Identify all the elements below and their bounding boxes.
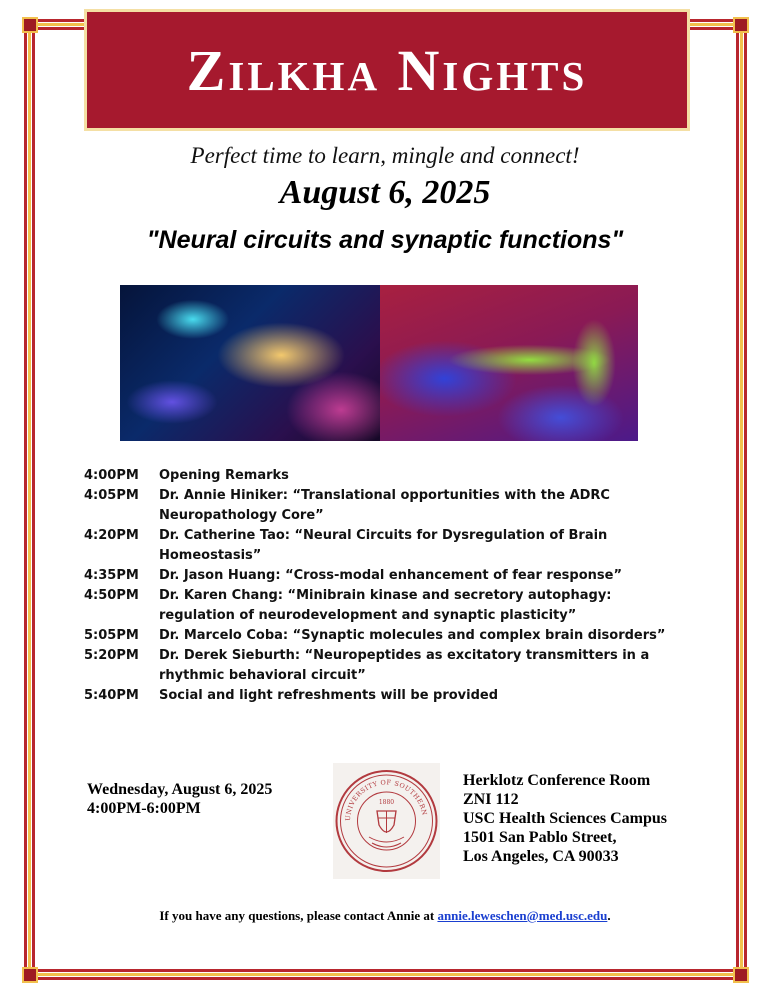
schedule-item: Dr. Annie Hiniker: “Translational opportunities with the ADRC Neuropathology Core” — [159, 488, 610, 523]
schedule-row — [84, 526, 684, 566]
schedule-item: Dr. Marcelo Coba: “Synaptic molecules and complex brain disorders” — [159, 628, 666, 643]
schedule-time: 5:20PM — [84, 648, 139, 663]
schedule-time: 4:35PM — [84, 568, 139, 583]
title-banner — [84, 9, 690, 131]
schedule-time: 4:50PM — [84, 588, 139, 603]
fluorescence-microscopy-image — [380, 285, 638, 441]
page-title: Zilkha Nights — [186, 37, 588, 103]
seal-year: 1880 — [378, 799, 395, 806]
contact-email-link[interactable]: annie.leweschen@med.usc.edu — [437, 908, 608, 923]
schedule-row — [84, 466, 684, 486]
frame-right-inner — [736, 28, 739, 970]
schedule-time: 4:05PM — [84, 488, 139, 503]
frame-corner-top-left — [22, 17, 38, 33]
event-hours: 4:00PM-6:00PM — [87, 800, 201, 817]
frame-right-outer — [744, 28, 747, 970]
seal-icon — [333, 763, 440, 879]
event-theme-title: "Neural circuits and synaptic functions" — [146, 226, 624, 254]
schedule-item: Social and light refreshments will be provided — [159, 688, 499, 703]
schedule-time: 4:20PM — [84, 528, 139, 543]
frame-left-inner — [32, 28, 35, 970]
venue-city: Los Angeles, CA 90033 — [463, 848, 619, 865]
frame-bottom-inner — [28, 969, 742, 972]
contact-suffix: . — [607, 908, 611, 923]
frame-corner-bottom-right — [733, 967, 749, 983]
venue-street: 1501 San Pablo Street, — [463, 829, 617, 846]
schedule-time: 5:05PM — [84, 628, 139, 643]
schedule-item: Dr. Karen Chang: “Minibrain kinase and secretory autophagy: regulation of neurodevelopment and synaptic plasticity” — [159, 588, 612, 623]
venue-room: Herklotz Conference Room — [463, 772, 651, 789]
contact-line — [0, 908, 770, 924]
schedule-row — [84, 686, 684, 706]
schedule-time: 5:40PM — [84, 688, 139, 703]
frame-bottom-gold — [28, 973, 742, 976]
frame-corner-bottom-left — [22, 967, 38, 983]
venue-campus: USC Health Sciences Campus — [463, 810, 668, 827]
frame-right-gold — [740, 28, 743, 970]
event-day: Wednesday, August 6, 2025 — [87, 781, 273, 798]
schedule-item: Dr. Derek Sieburth: “Neuropeptides as excitatory transmitters in a rhythmic behavioral circuit” — [159, 648, 650, 683]
usc-seal-logo — [333, 763, 440, 879]
neuron-illustration-image — [120, 285, 380, 441]
contact-prefix: If you have any questions, please contact Annie at — [159, 908, 438, 923]
venue-address — [463, 771, 667, 866]
schedule-row — [84, 566, 684, 586]
venue-building: ZNI 112 — [463, 791, 519, 808]
schedule-row — [84, 646, 684, 686]
seal-ring-text: UNIVERSITY OF SOUTHERN — [343, 778, 429, 822]
event-date-heading: August 6, 2025 — [279, 174, 491, 211]
schedule-item: Dr. Jason Huang: “Cross-modal enhancement of fear response” — [159, 568, 622, 583]
schedule-row — [84, 586, 684, 626]
event-when — [87, 780, 272, 818]
frame-left-outer — [24, 28, 27, 970]
schedule-row — [84, 626, 684, 646]
frame-left-gold — [28, 28, 31, 970]
frame-bottom-outer — [28, 977, 742, 980]
schedule-item: Opening Remarks — [159, 468, 289, 483]
schedule-item: Dr. Catherine Tao: “Neural Circuits for Dysregulation of Brain Homeostasis” — [159, 528, 608, 563]
frame-corner-top-right — [733, 17, 749, 33]
schedule-list — [84, 466, 684, 706]
tagline: Perfect time to learn, mingle and connect! — [190, 143, 580, 168]
schedule-time: 4:00PM — [84, 468, 139, 483]
schedule-row — [84, 486, 684, 526]
